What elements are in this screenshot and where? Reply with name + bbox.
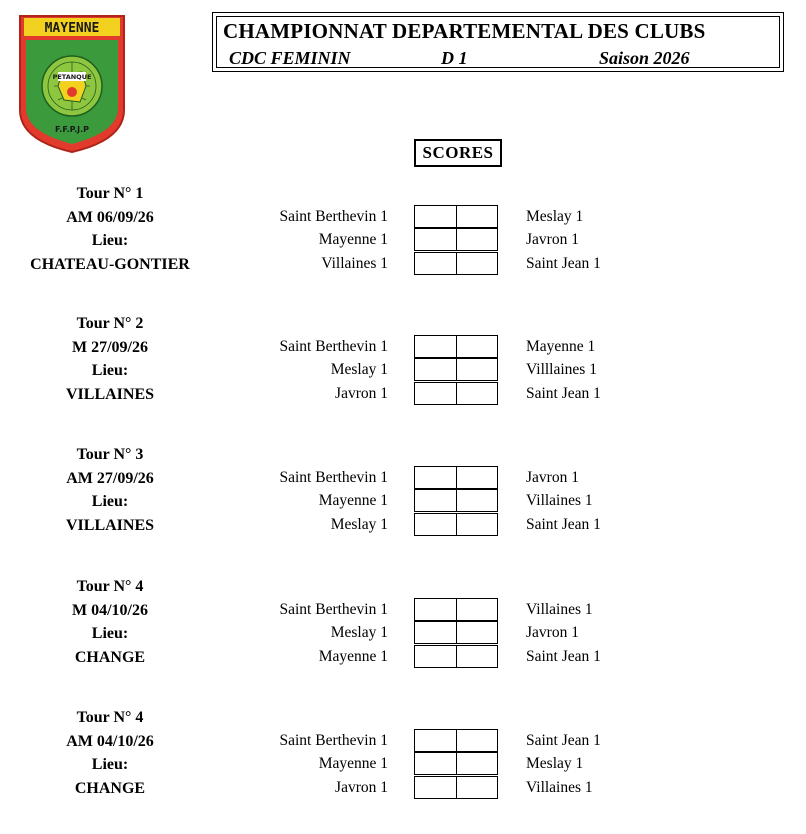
- away-team: Meslay 1: [526, 755, 584, 772]
- away-team: Meslay 1: [526, 208, 584, 225]
- away-team: Saint Jean 1: [526, 385, 601, 402]
- score-box: [414, 252, 498, 275]
- round-date: M 04/10/26: [72, 601, 148, 619]
- score-box: [414, 382, 498, 405]
- match-row: [0, 228, 806, 251]
- home-team: Javron 1: [335, 385, 388, 402]
- round-date: AM 06/09/26: [66, 208, 154, 226]
- home-score-cell[interactable]: [414, 776, 457, 799]
- home-team: Saint Berthevin 1: [279, 469, 388, 486]
- home-score-cell[interactable]: [414, 382, 457, 405]
- lieu-label: Lieu:: [91, 625, 129, 642]
- match-row: [0, 205, 806, 228]
- away-score-cell[interactable]: [456, 752, 499, 775]
- home-team: Meslay 1: [330, 361, 388, 378]
- score-box: [414, 752, 498, 775]
- away-score-cell[interactable]: [456, 729, 499, 752]
- home-score-cell[interactable]: [414, 489, 457, 512]
- match-row: [0, 252, 806, 275]
- score-box: [414, 776, 498, 799]
- page-title: CHAMPIONNAT DEPARTEMENTAL DES CLUBS: [223, 19, 706, 43]
- lieu-label: Lieu:: [91, 756, 129, 773]
- match-row: [0, 466, 806, 489]
- home-score-cell[interactable]: [414, 621, 457, 644]
- home-score-cell[interactable]: [414, 335, 457, 358]
- home-score-cell[interactable]: [414, 752, 457, 775]
- round-number: Tour N° 2: [76, 315, 144, 332]
- round-number: Tour N° 1: [76, 185, 144, 202]
- round-location: CHANGE: [74, 648, 146, 666]
- home-team: Saint Berthevin 1: [279, 601, 388, 618]
- logo-top-text: MAYENNE: [44, 21, 100, 36]
- home-team: Villaines 1: [321, 255, 388, 272]
- score-box: [414, 645, 498, 668]
- round-number: Tour N° 3: [76, 446, 144, 463]
- title-inner-border: [216, 16, 780, 68]
- category-label: CDC FEMININ: [229, 48, 351, 68]
- home-team: Meslay 1: [330, 624, 388, 641]
- home-team: Saint Berthevin 1: [279, 208, 388, 225]
- away-team: Saint Jean 1: [526, 732, 601, 749]
- home-score-cell[interactable]: [414, 513, 457, 536]
- away-team: Saint Jean 1: [526, 648, 601, 665]
- score-box: [414, 466, 498, 489]
- home-score-cell[interactable]: [414, 205, 457, 228]
- score-box: [414, 729, 498, 752]
- home-team: Saint Berthevin 1: [279, 338, 388, 355]
- title-box: [212, 12, 784, 72]
- lieu-label: Lieu:: [91, 493, 129, 510]
- away-score-cell[interactable]: [456, 335, 499, 358]
- away-team: Villaines 1: [526, 779, 593, 796]
- match-row: [0, 358, 806, 381]
- round-block: [0, 706, 806, 816]
- score-box: [414, 335, 498, 358]
- home-score-cell[interactable]: [414, 252, 457, 275]
- score-box: [414, 489, 498, 512]
- home-score-cell[interactable]: [414, 598, 457, 621]
- home-score-cell[interactable]: [414, 466, 457, 489]
- round-location: CHANGE: [74, 779, 146, 797]
- away-team: Javron 1: [526, 469, 579, 486]
- home-score-cell[interactable]: [414, 645, 457, 668]
- match-row: [0, 513, 806, 536]
- round-location: VILLAINES: [65, 516, 155, 534]
- match-row: [0, 335, 806, 358]
- away-score-cell[interactable]: [456, 466, 499, 489]
- away-score-cell[interactable]: [456, 205, 499, 228]
- mayenne-petanque-logo-icon: [18, 14, 126, 154]
- score-box: [414, 621, 498, 644]
- match-row: [0, 645, 806, 668]
- match-row: [0, 382, 806, 405]
- match-row: [0, 752, 806, 775]
- round-block: [0, 182, 806, 292]
- division-label: D 1: [441, 48, 468, 68]
- home-team: Mayenne 1: [318, 231, 388, 248]
- home-team: Mayenne 1: [318, 755, 388, 772]
- away-score-cell[interactable]: [456, 513, 499, 536]
- away-score-cell[interactable]: [456, 358, 499, 381]
- logo-bottom-text: F.F.P.J.P: [55, 125, 89, 134]
- away-score-cell[interactable]: [456, 228, 499, 251]
- round-number: Tour N° 4: [76, 578, 144, 595]
- round-block: [0, 443, 806, 553]
- away-score-cell[interactable]: [456, 598, 499, 621]
- match-row: [0, 489, 806, 512]
- home-team: Mayenne 1: [318, 648, 388, 665]
- home-team: Javron 1: [335, 779, 388, 796]
- away-score-cell[interactable]: [456, 645, 499, 668]
- away-team: Villaines 1: [526, 492, 593, 509]
- match-row: [0, 598, 806, 621]
- away-team: Villaines 1: [526, 601, 593, 618]
- home-team: Mayenne 1: [318, 492, 388, 509]
- match-row: [0, 621, 806, 644]
- round-block: [0, 312, 806, 422]
- away-team: Javron 1: [526, 231, 579, 248]
- score-box: [414, 598, 498, 621]
- lieu-label: Lieu:: [91, 232, 129, 249]
- score-box: [414, 228, 498, 251]
- away-score-cell[interactable]: [456, 776, 499, 799]
- score-box: [414, 358, 498, 381]
- round-date: AM 04/10/26: [66, 732, 154, 750]
- away-team: Mayenne 1: [526, 338, 596, 355]
- away-team: Saint Jean 1: [526, 516, 601, 533]
- logo-center-text: PETANQUE: [52, 73, 92, 81]
- round-date: M 27/09/26: [72, 338, 148, 356]
- round-number: Tour N° 4: [76, 709, 144, 726]
- match-row: [0, 729, 806, 752]
- away-score-cell[interactable]: [456, 382, 499, 405]
- away-score-cell[interactable]: [456, 252, 499, 275]
- home-team: Saint Berthevin 1: [279, 732, 388, 749]
- match-row: [0, 776, 806, 799]
- home-score-cell[interactable]: [414, 729, 457, 752]
- score-box: [414, 205, 498, 228]
- round-block: [0, 575, 806, 685]
- round-location: CHATEAU-GONTIER: [30, 255, 190, 273]
- score-box: [414, 513, 498, 536]
- round-date: AM 27/09/26: [66, 469, 154, 487]
- away-score-cell[interactable]: [456, 621, 499, 644]
- away-score-cell[interactable]: [456, 489, 499, 512]
- lieu-label: Lieu:: [91, 362, 129, 379]
- away-team: Javron 1: [526, 624, 579, 641]
- home-score-cell[interactable]: [414, 358, 457, 381]
- season-label: Saison 2026: [599, 48, 690, 68]
- home-score-cell[interactable]: [414, 228, 457, 251]
- away-team: Villlaines 1: [526, 361, 597, 378]
- away-team: Saint Jean 1: [526, 255, 601, 272]
- home-team: Meslay 1: [330, 516, 388, 533]
- round-location: VILLAINES: [65, 385, 155, 403]
- scores-header: SCORES: [414, 139, 502, 167]
